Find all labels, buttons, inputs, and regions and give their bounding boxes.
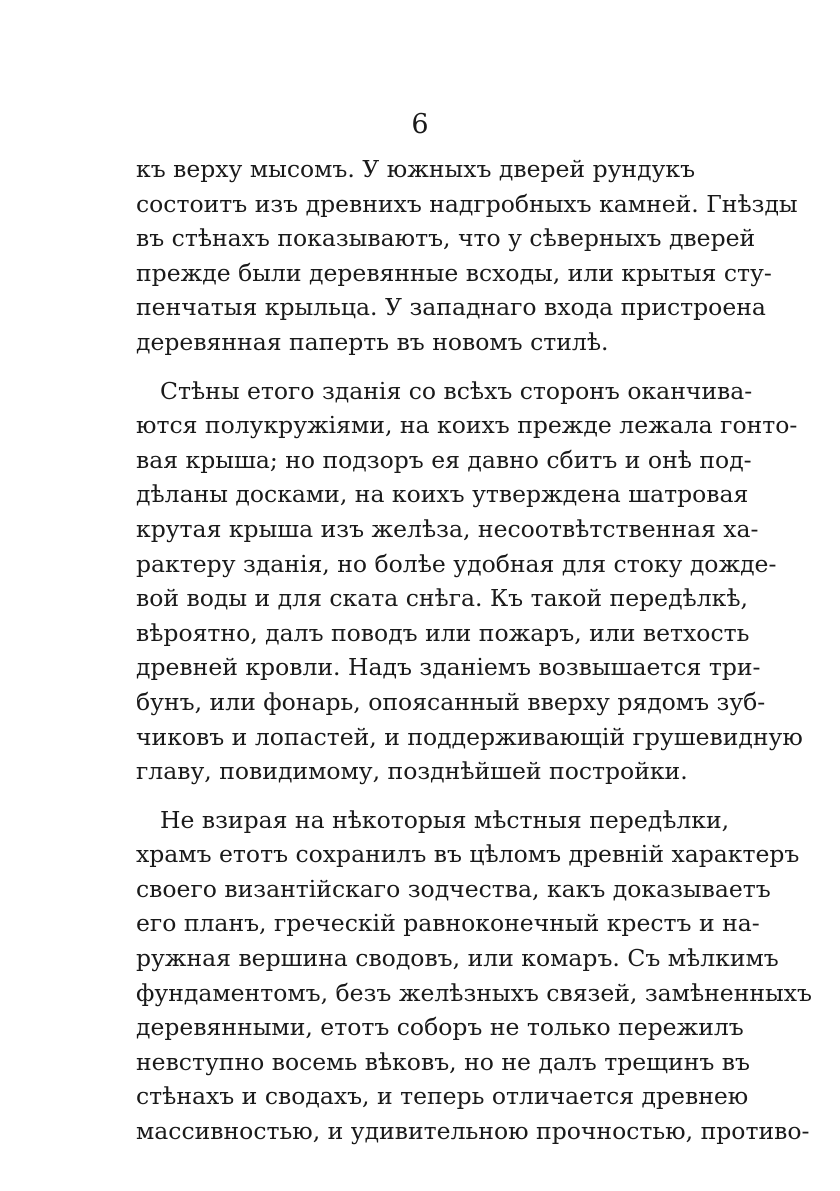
text-line: состоитъ изъ древнихъ надгробныхъ камней. Гнѣзды — [136, 189, 798, 218]
text-line: деревянными, етотъ соборъ не только пережилъ — [136, 1013, 744, 1042]
text-line: бунъ, или фонарь, опоясанный вверху рядомъ зуб- — [136, 687, 766, 716]
paragraph-gap — [136, 360, 684, 374]
text-line: ружная вершина сводовъ, или комаръ. Съ мѣлкимъ — [136, 944, 779, 973]
text-line: древней кровли. Надъ зданіемъ возвышается три- — [136, 653, 761, 682]
paragraph-2 — [136, 374, 803, 789]
text-line: чиковъ и лопастей, и поддерживающій грушевидную — [136, 722, 803, 751]
text-line: главу, повидимому, позднѣйшей постройки. — [136, 757, 688, 786]
text-line: крутая крыша изъ желѣза, несоотвѣтственная ха- — [136, 514, 759, 543]
text-line: въ стѣнахъ показываютъ, что у сѣверныхъ дверей — [136, 224, 756, 253]
text-line: стѣнахъ и сводахъ, и теперь отличается древнею — [136, 1082, 749, 1111]
text-line: прежде были деревянные всходы, или крытыя сту- — [136, 258, 772, 287]
text-line: вѣроятно, далъ поводъ или пожаръ, или ветхость — [136, 618, 750, 647]
paragraph-3 — [136, 803, 812, 1149]
text-line: къ верху мысомъ. У южныхъ дверей рундукъ — [136, 155, 696, 183]
paragraph-gap — [136, 789, 684, 803]
text-line: рактеру зданія, но болѣе удобная для стоку дожде- — [136, 549, 777, 578]
text-line: дѣланы досками, на коихъ утверждена шатровая — [136, 480, 749, 509]
page-number: 6 — [411, 109, 429, 140]
text-line: фундаментомъ, безъ желѣзныхъ связей, замѣненныхъ — [136, 978, 812, 1007]
text-line: вой воды и для ската снѣга. Къ такой передѣлкѣ, — [136, 584, 748, 613]
text-line: массивностью, и удивительною прочностью, противо- — [136, 1117, 810, 1146]
text-line: Стѣны етого зданія со всѣхъ сторонъ оканчива- — [160, 376, 753, 405]
text-line: пенчатыя крыльца. У западнаго входа пристроена — [136, 293, 766, 322]
text-line: Не взирая на нѣкоторыя мѣстныя передѣлки, — [160, 805, 730, 834]
text-line: ются полукружіями, на коихъ прежде лежала гонто- — [136, 411, 798, 440]
paragraph-1 — [136, 152, 798, 360]
text-line: своего византійскаго зодчества, какъ доказываетъ — [136, 874, 771, 903]
text-line: невступно восемь вѣковъ, но не далъ трещинъ въ — [136, 1047, 750, 1076]
body-text — [136, 152, 812, 1149]
text-line: его планъ, греческій равноконечный крестъ и на- — [136, 909, 760, 938]
text-line: деревянная паперть въ новомъ стилѣ. — [136, 327, 609, 356]
text-line: храмъ етотъ сохранилъ въ цѣломъ древній характеръ — [136, 840, 800, 869]
text-line: вая крыша; но подзоръ ея давно сбитъ и онѣ под- — [136, 445, 752, 474]
